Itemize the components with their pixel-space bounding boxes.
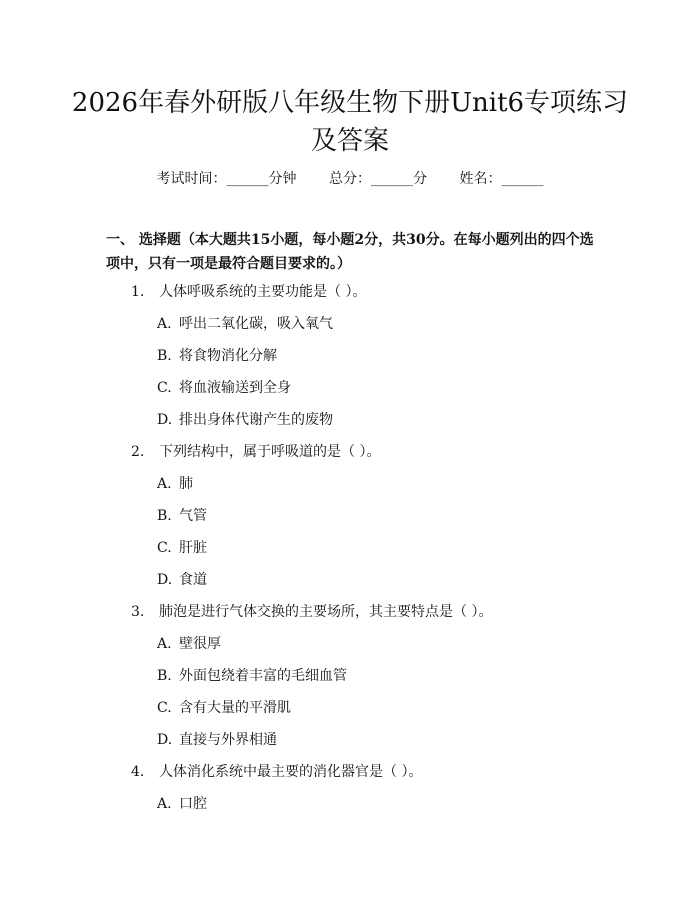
option bbox=[157, 569, 207, 589]
option-letter: D. bbox=[157, 572, 173, 588]
section-heading: 一、 选择题（本大题共15小题，每小题2分，共30分。在每小题列出的四个选项中，只有一项是最符合题目要求的。） bbox=[106, 232, 594, 272]
option-text: 排出身体代谢产生的废物 bbox=[179, 412, 333, 428]
option bbox=[157, 505, 207, 525]
option-letter: B. bbox=[157, 348, 172, 364]
exam-time: 考试时间：______分钟 bbox=[156, 171, 297, 187]
question-3 bbox=[131, 601, 492, 621]
option-letter: B. bbox=[157, 508, 172, 524]
option-text: 含有大量的平滑肌 bbox=[179, 700, 291, 716]
option-text: 肝脏 bbox=[179, 540, 207, 556]
question-2 bbox=[131, 441, 380, 461]
option bbox=[157, 377, 291, 397]
option bbox=[157, 473, 193, 493]
option-letter: A. bbox=[157, 636, 172, 652]
option bbox=[157, 633, 221, 653]
question-number: 3. bbox=[131, 604, 145, 620]
question-text: 肺泡是进行气体交换的主要场所，其主要特点是（ ）。 bbox=[159, 604, 493, 620]
option-letter: D. bbox=[157, 412, 173, 428]
option-letter: B. bbox=[157, 668, 172, 684]
exam-name: 姓名：______ bbox=[459, 171, 544, 187]
option-text: 呼出二氧化碳，吸入氧气 bbox=[179, 316, 333, 332]
question-number: 1. bbox=[131, 284, 145, 300]
question-text: 人体呼吸系统的主要功能是（ ）。 bbox=[159, 284, 367, 300]
option-letter: C. bbox=[157, 540, 172, 556]
option-text: 直接与外界相通 bbox=[179, 732, 277, 748]
option bbox=[157, 313, 333, 333]
question-number: 4. bbox=[131, 764, 145, 780]
option-letter: A. bbox=[157, 316, 172, 332]
option-text: 将食物消化分解 bbox=[179, 348, 277, 364]
option-letter: C. bbox=[157, 380, 172, 396]
option bbox=[157, 665, 347, 685]
exam-score: 总分：______分 bbox=[329, 171, 427, 187]
question-text: 人体消化系统中最主要的消化器官是（ ）。 bbox=[159, 764, 423, 780]
option bbox=[157, 537, 207, 557]
option bbox=[157, 729, 277, 749]
option-text: 壁很厚 bbox=[179, 636, 221, 652]
option-text: 外面包绕着丰富的毛细血管 bbox=[179, 668, 347, 684]
option-text: 食道 bbox=[179, 572, 207, 588]
question-4 bbox=[131, 761, 422, 781]
option-text: 将血液输送到全身 bbox=[179, 380, 291, 396]
option-letter: D. bbox=[157, 732, 173, 748]
option bbox=[157, 697, 291, 717]
option-text: 气管 bbox=[179, 508, 207, 524]
question-text: 下列结构中，属于呼吸道的是（ ）。 bbox=[159, 444, 381, 460]
option bbox=[157, 345, 277, 365]
option bbox=[157, 793, 207, 813]
exam-meta bbox=[0, 168, 700, 188]
option bbox=[157, 409, 333, 429]
option-text: 肺 bbox=[179, 476, 193, 492]
option-letter: A. bbox=[157, 476, 172, 492]
option-text: 口腔 bbox=[179, 796, 207, 812]
question-number: 2. bbox=[131, 444, 145, 460]
page-title: 2026年春外研版八年级生物下册Unit6专项练习及答案 bbox=[71, 88, 629, 156]
option-letter: C. bbox=[157, 700, 172, 716]
option-letter: A. bbox=[157, 796, 172, 812]
question-1 bbox=[131, 281, 366, 301]
